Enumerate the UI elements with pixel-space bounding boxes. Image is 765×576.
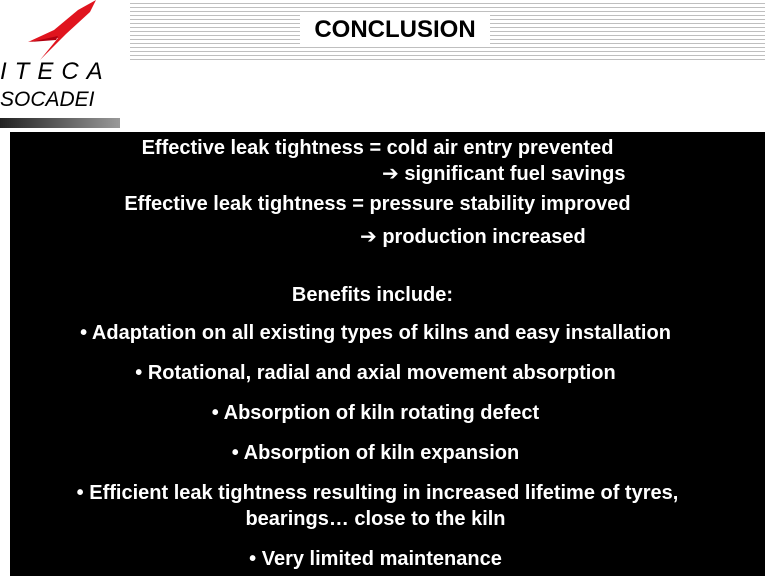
arrow-icon: ➔ [382, 161, 399, 185]
statement-1: Effective leak tightness = cold air entry prevented [141, 137, 614, 159]
statement-1-result-text: significant fuel savings [404, 163, 626, 185]
bullet: • [211, 402, 219, 424]
benefit-item: • Adaptation on all existing types of kilns and easy installation [80, 322, 671, 344]
benefit-item-continuation: bearings… close to the kiln [245, 508, 506, 530]
benefit-item: • Absorption of kiln expansion [231, 442, 520, 464]
brand-name-socadei: SOCADEI [0, 88, 95, 111]
statement-1-result [382, 161, 742, 186]
bullet: • [231, 442, 239, 464]
benefit-item: • Efficient leak tightness resulting in increased lifetime of tyres, [76, 482, 679, 504]
statement-2: Effective leak tightness = pressure stability improved [124, 193, 631, 215]
content-panel [10, 132, 765, 576]
statement-2-result [360, 224, 720, 249]
benefit-item: • Very limited maintenance [249, 548, 502, 570]
bullet: • [135, 362, 143, 384]
bullet: • [76, 482, 84, 504]
statement-2-result-text: production increased [382, 226, 586, 248]
red-arrow-icon [0, 0, 130, 60]
page-title: CONCLUSION [300, 14, 490, 46]
bullet: • [80, 322, 88, 344]
benefit-item: • Rotational, radial and axial movement absorption [135, 362, 616, 384]
brand-name-iteca: ITECA [0, 58, 111, 85]
bullet: • [249, 548, 257, 570]
logo-underline [0, 118, 120, 128]
company-logo [0, 0, 130, 132]
arrow-icon: ➔ [360, 224, 377, 248]
benefits-heading: Benefits include: [291, 284, 454, 306]
slide-header [0, 0, 765, 132]
benefit-item: • Absorption of kiln rotating defect [211, 402, 540, 424]
